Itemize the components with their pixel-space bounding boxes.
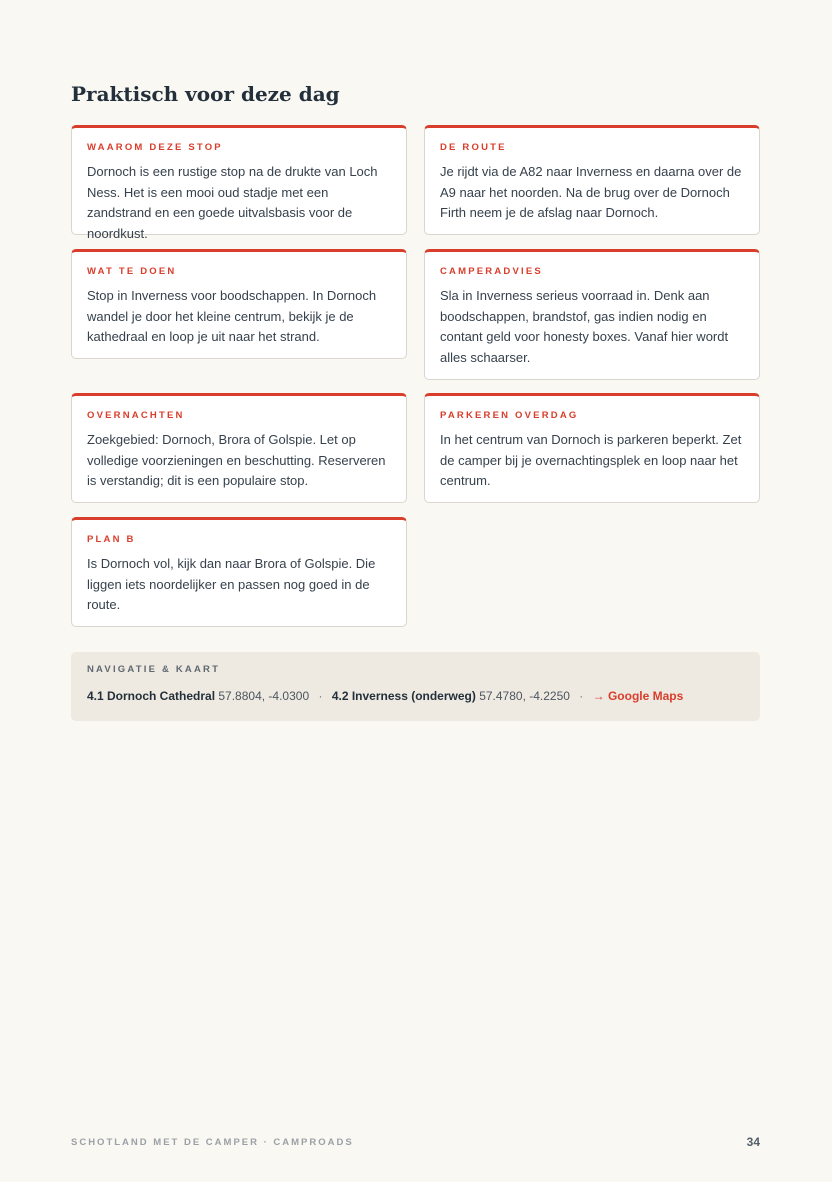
card-text: Stop in Inverness voor boodschappen. In Dornoch wandel je door het kleine centrum, bekijk je de kathedraal en loop je uit naar het strand. bbox=[87, 288, 377, 344]
nav-point-name: 4.2 Inverness (onderweg) bbox=[331, 689, 476, 703]
card-text: Dornoch is een rustige stop na de drukte van Loch Ness. Het is een mooi oud stadje met een zandstrand en een goede uitvalsbasis voor de noordkust. bbox=[87, 164, 378, 241]
nav-point-name: 4.1 Dornoch Cathedral bbox=[87, 689, 216, 703]
page-number: 34 bbox=[746, 1135, 760, 1149]
card-text: In het centrum van Dornoch is parkeren beperkt. Zet de camper bij je overnachtingsplek en loop naar het centrum. bbox=[440, 432, 742, 488]
card-camperadvies bbox=[424, 249, 760, 380]
card-label: OVERNACHTEN bbox=[87, 410, 185, 421]
card-de-route bbox=[424, 125, 760, 235]
card-waarom-deze-stop bbox=[71, 125, 407, 241]
card-overnachten bbox=[71, 393, 407, 503]
card-label: CAMPERADVIES bbox=[440, 266, 543, 277]
google-maps-link[interactable]: → Google Maps bbox=[592, 689, 684, 703]
nav-point-coords: 57.4780, -4.2250 bbox=[479, 689, 570, 703]
card-label: PARKEREN OVERDAG bbox=[440, 410, 579, 421]
card-text: Je rijdt via de A82 naar Inverness en daarna over de A9 naar het noorden. Na de brug over de Dornoch Firth neem je de afslag naar Dornoch. bbox=[440, 164, 742, 220]
navigation-label: NAVIGATIE & KAART bbox=[87, 664, 221, 675]
footer-publication: SCHOTLAND MET DE CAMPER · CAMPROADS bbox=[71, 1137, 354, 1148]
separator: · bbox=[579, 689, 584, 703]
card-text: Zoekgebied: Dornoch, Brora of Golspie. Let op volledige voorzieningen en beschutting. Reserveren is verstandig; dit is een populaire stop. bbox=[87, 432, 386, 488]
navigation-line bbox=[87, 689, 744, 703]
page-title: Praktisch voor deze dag bbox=[71, 82, 340, 106]
card-text: Sla in Inverness serieus voorraad in. Denk aan boodschappen, brandstof, gas indien nodig en contant geld voor honesty boxes. Vanaf hier wordt alles schaarser. bbox=[440, 288, 729, 365]
separator: · bbox=[318, 689, 323, 703]
nav-point-coords: 57.8804, -4.0300 bbox=[218, 689, 310, 703]
card-plan-b bbox=[71, 517, 407, 627]
card-label: WAAROM DEZE STOP bbox=[87, 142, 223, 153]
card-label: DE ROUTE bbox=[440, 142, 507, 153]
card-wat-te-doen bbox=[71, 249, 407, 359]
navigation-box bbox=[71, 652, 760, 721]
card-label: WAT TE DOEN bbox=[87, 266, 177, 277]
card-label: PLAN B bbox=[87, 534, 136, 545]
card-parkeren-overdag bbox=[424, 393, 760, 503]
card-text: Is Dornoch vol, kijk dan naar Brora of Golspie. Die liggen iets noordelijker en passen nog goed in de route. bbox=[87, 556, 376, 612]
